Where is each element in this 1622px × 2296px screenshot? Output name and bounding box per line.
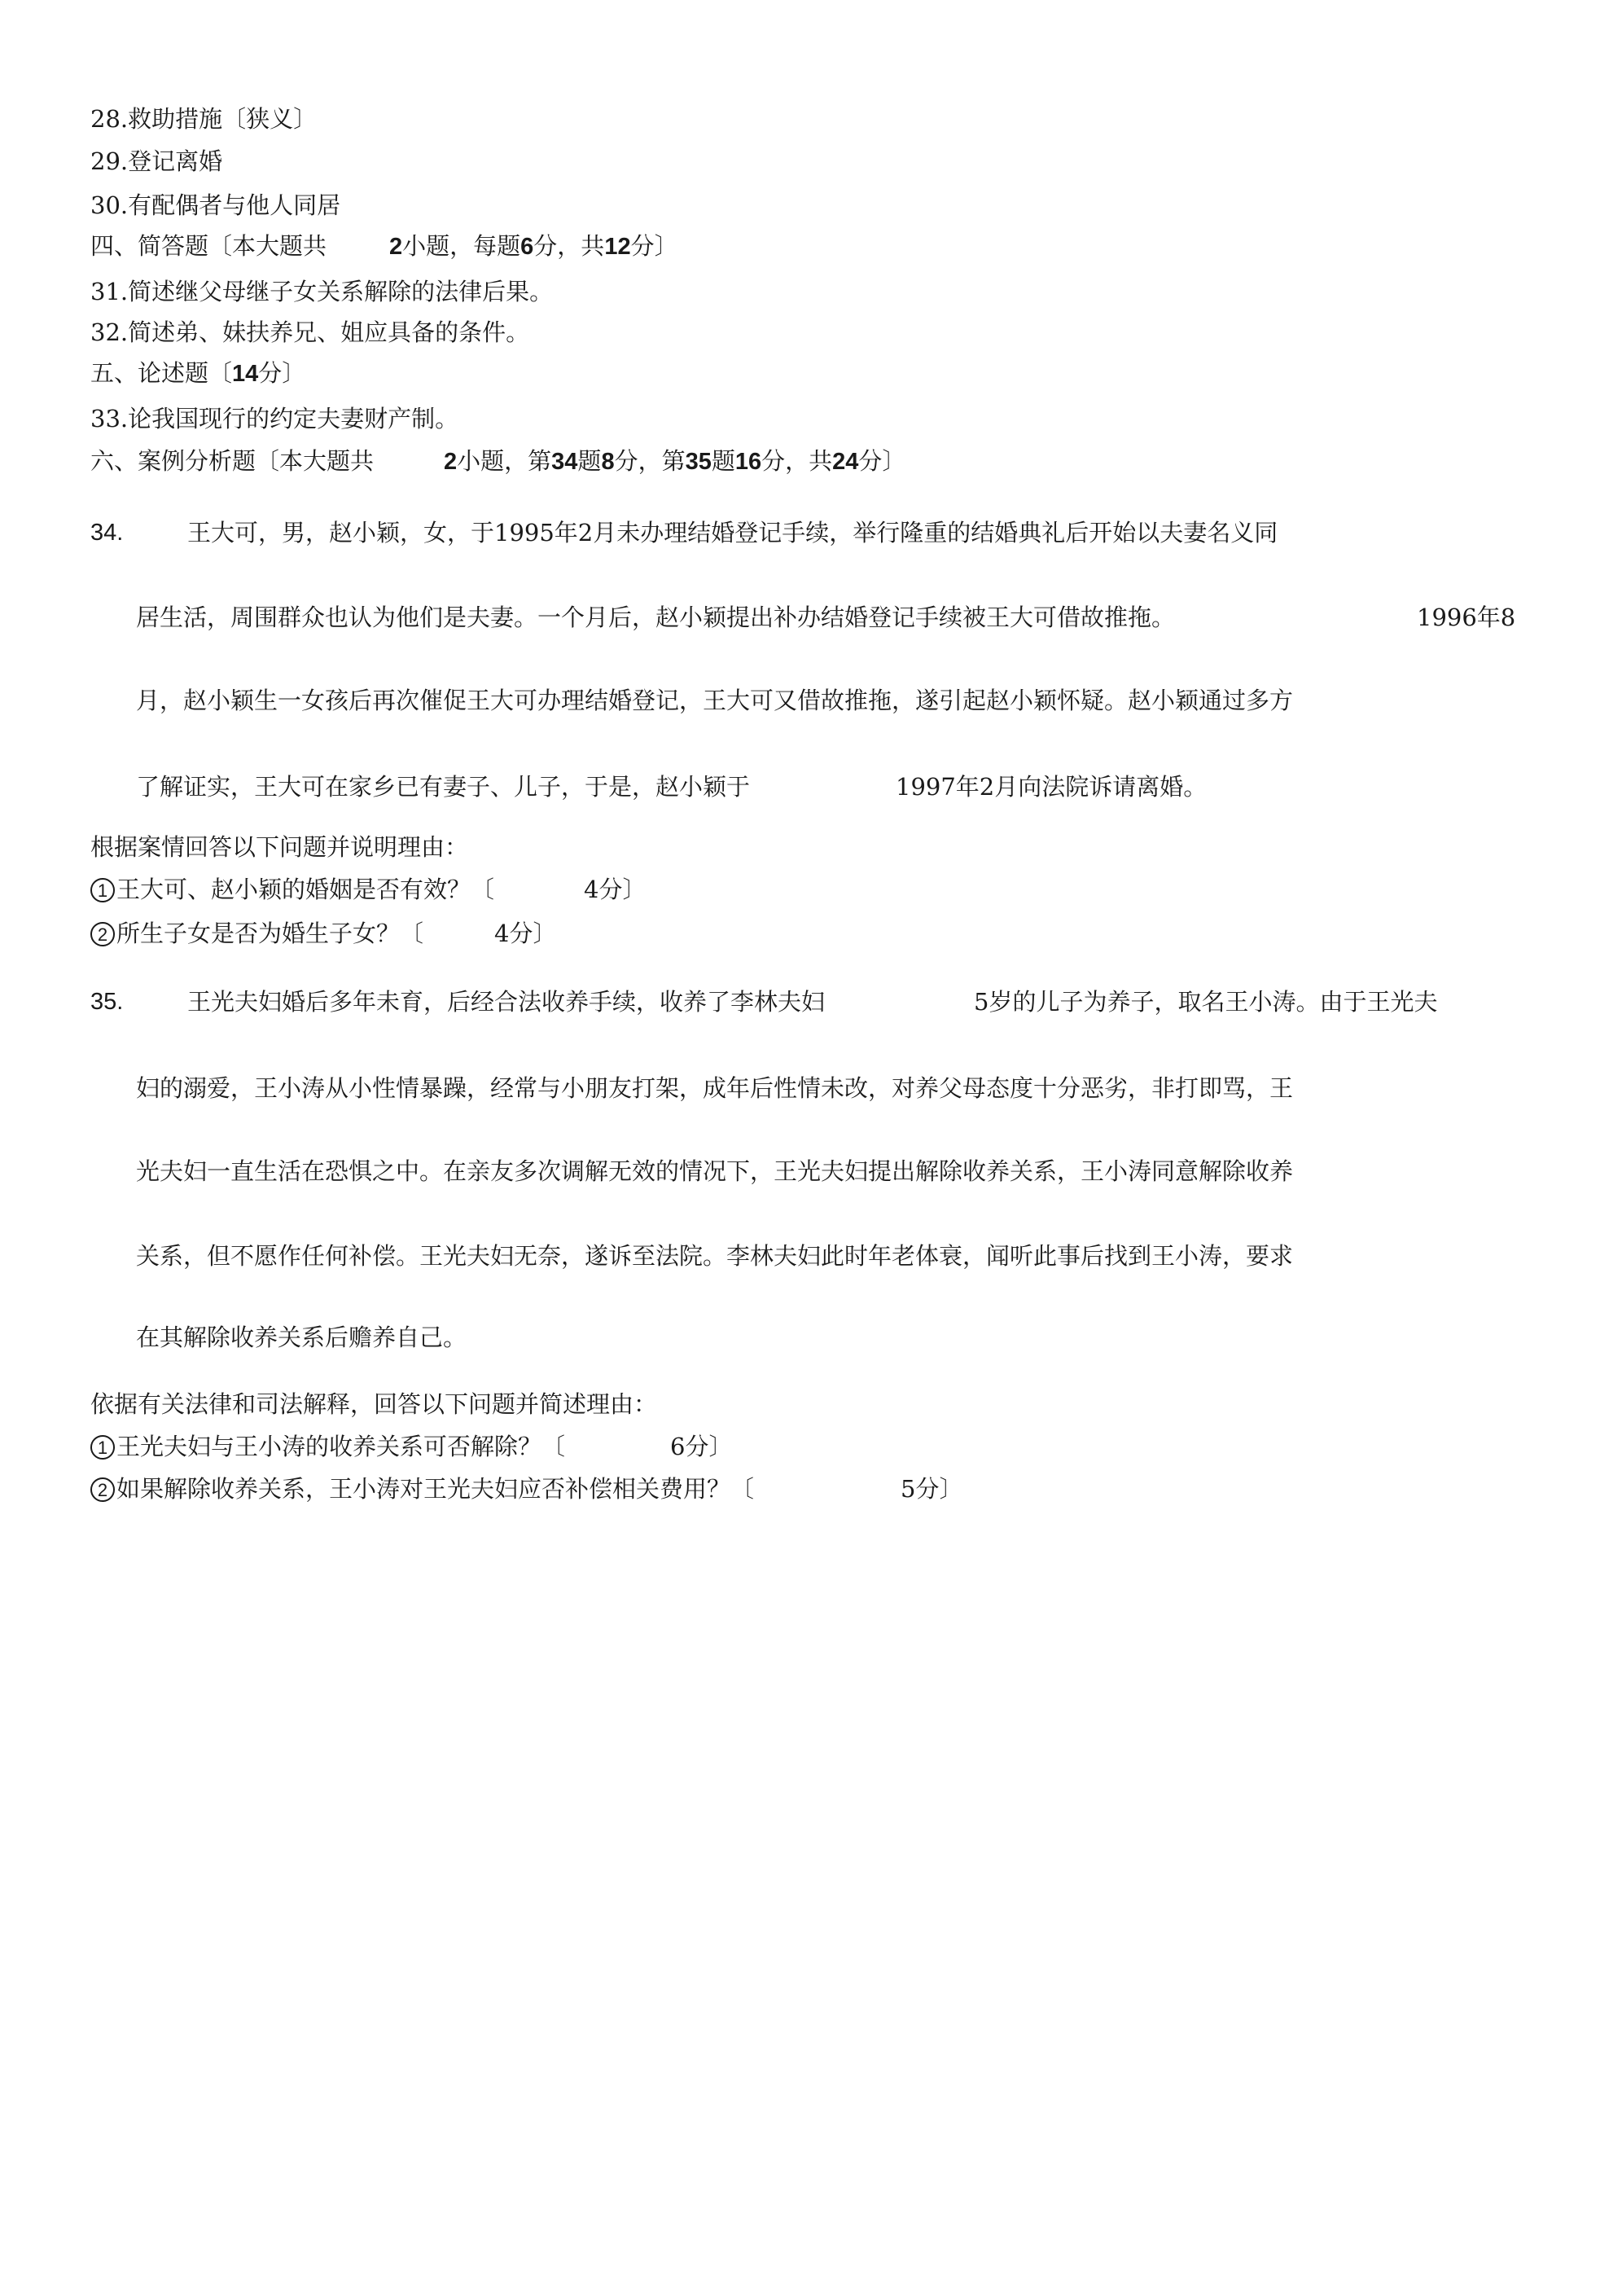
section-6-q34-number: 34 xyxy=(551,449,578,475)
section-4-count-text: 小题，每题 xyxy=(402,232,521,260)
section-4-each-score: 6 xyxy=(520,234,534,260)
question-28: 28.救助措施〔狭义〕 xyxy=(90,105,318,133)
circled-number-1: 1 xyxy=(90,1435,115,1460)
section-4-title: 四、简答题〔本大题共 xyxy=(90,232,327,260)
section-6-title: 六、案例分析题〔本大题共 xyxy=(90,447,375,475)
section-4-count xyxy=(389,230,678,263)
question-35-line-5: 在其解除收养关系后赡养自己。 xyxy=(136,1324,467,1351)
section-4-count-number: 2 xyxy=(389,234,403,260)
section-6-q35-number: 35 xyxy=(685,449,712,475)
section-6-q35-score: 16 xyxy=(734,449,762,475)
section-6-text-4: 题 xyxy=(711,447,735,475)
question-34-prompt: 根据案情回答以下问题并说明理由： xyxy=(90,833,469,861)
section-6-q34-score: 8 xyxy=(601,449,615,475)
question-34-sub-1-score: 4分〕 xyxy=(584,876,647,903)
section-6-text-1: 小题，第 xyxy=(457,447,552,475)
question-29: 29.登记离婚 xyxy=(90,147,223,175)
question-35-sub-1-text xyxy=(90,1430,565,1463)
section-6-text-3: 分，第 xyxy=(614,447,686,475)
section-6-text-6: 分〕 xyxy=(858,447,906,475)
question-35-sub-2-text xyxy=(90,1473,754,1505)
question-35-sub-1-question: 王光夫妇与王小涛的收养关系可否解除？〔 xyxy=(116,1433,566,1460)
question-35-sub-2-score: 5分〕 xyxy=(901,1475,963,1503)
section-6-count: 2 xyxy=(444,449,458,475)
question-34-sub-1-text xyxy=(90,873,494,906)
question-35-line-2: 妇的溺爱，王小涛从小性情暴躁，经常与小朋友打架，成年后性情未改，对养父母态度十分恶劣，非打即骂，王 xyxy=(136,1074,1294,1102)
question-34-line-4-date: 1997年2月向法院诉请离婚。 xyxy=(896,773,1208,801)
section-4-total-label: 分，共 xyxy=(533,232,605,260)
question-34-line-2: 居生活，周围群众也认为他们是夫妻。一个月后，赵小颖提出补办结婚登记手续被王大可借故推拖。 xyxy=(136,604,1176,631)
question-35-sub-1-score: 6分〕 xyxy=(670,1433,733,1460)
question-35-number: 35. xyxy=(90,989,124,1015)
section-6-text-2: 题 xyxy=(577,447,602,475)
question-34-sub-2-text xyxy=(90,917,423,950)
question-34-line-1: 王大可，男，赵小颖，女，于1995年2月未办理结婚登记手续，举行隆重的结婚典礼后开始以夫妻名义同 xyxy=(187,519,1278,547)
question-34-sub-1-question: 王大可、赵小颖的婚姻是否有效？〔 xyxy=(116,876,495,903)
question-35-line-1: 王光夫妇婚后多年未育，后经合法收养手续，收养了李林夫妇 xyxy=(187,988,826,1016)
section-4-total-unit: 分〕 xyxy=(630,232,678,260)
section-6-detail xyxy=(444,445,905,478)
question-34-sub-2-question: 所生子女是否为婚生子女？〔 xyxy=(116,920,424,947)
question-35-line-3: 光夫妇一直生活在恐惧之中。在亲友多次调解无效的情况下，王光夫妇提出解除收养关系，王小涛同意解除收养 xyxy=(136,1157,1294,1185)
question-34-number: 34. xyxy=(90,520,124,546)
section-6-total-score: 24 xyxy=(832,449,859,475)
question-33: 33.论我国现行的约定夫妻财产制。 xyxy=(90,405,459,432)
section-5-heading xyxy=(90,357,305,390)
section-5-score-unit: 分〕 xyxy=(258,359,306,387)
question-35-prompt: 依据有关法律和司法解释，回答以下问题并简述理由： xyxy=(90,1390,658,1418)
question-31: 31.简述继父母继子女关系解除的法律后果。 xyxy=(90,278,554,305)
question-32: 32.简述弟、妹扶养兄、姐应具备的条件。 xyxy=(90,318,530,346)
circled-number-2: 2 xyxy=(90,1477,115,1502)
circled-number-1: 1 xyxy=(90,878,115,902)
question-30: 30.有配偶者与他人同居 xyxy=(90,191,341,219)
question-34-line-3: 月，赵小颖生一女孩后再次催促王大可办理结婚登记，王大可又借故推拖，遂引起赵小颖怀疑。赵小颖通过多方 xyxy=(136,687,1294,714)
section-6-text-5: 分，共 xyxy=(761,447,833,475)
section-5-score: 14 xyxy=(232,361,259,387)
question-34-line-4: 了解证实，王大可在家乡已有妻子、儿子，于是，赵小颖于 xyxy=(136,773,751,801)
question-35-sub-2-question: 如果解除收养关系，王小涛对王光夫妇应否补偿相关费用？〔 xyxy=(116,1475,755,1503)
question-35-line-4: 关系，但不愿作任何补偿。王光夫妇无奈，遂诉至法院。李林夫妇此时年老体衰，闻听此事后找到王小涛，要求 xyxy=(136,1242,1294,1270)
section-5-title: 五、论述题〔 xyxy=(90,359,233,387)
question-34-sub-2-score: 4分〕 xyxy=(494,920,557,947)
section-4-total-score: 12 xyxy=(604,234,631,260)
circled-number-2: 2 xyxy=(90,922,115,946)
question-35-line-1-cont: 5岁的儿子为养子，取名王小涛。由于王光夫 xyxy=(974,988,1438,1016)
question-34-line-2-date: 1996年8 xyxy=(1417,604,1516,631)
